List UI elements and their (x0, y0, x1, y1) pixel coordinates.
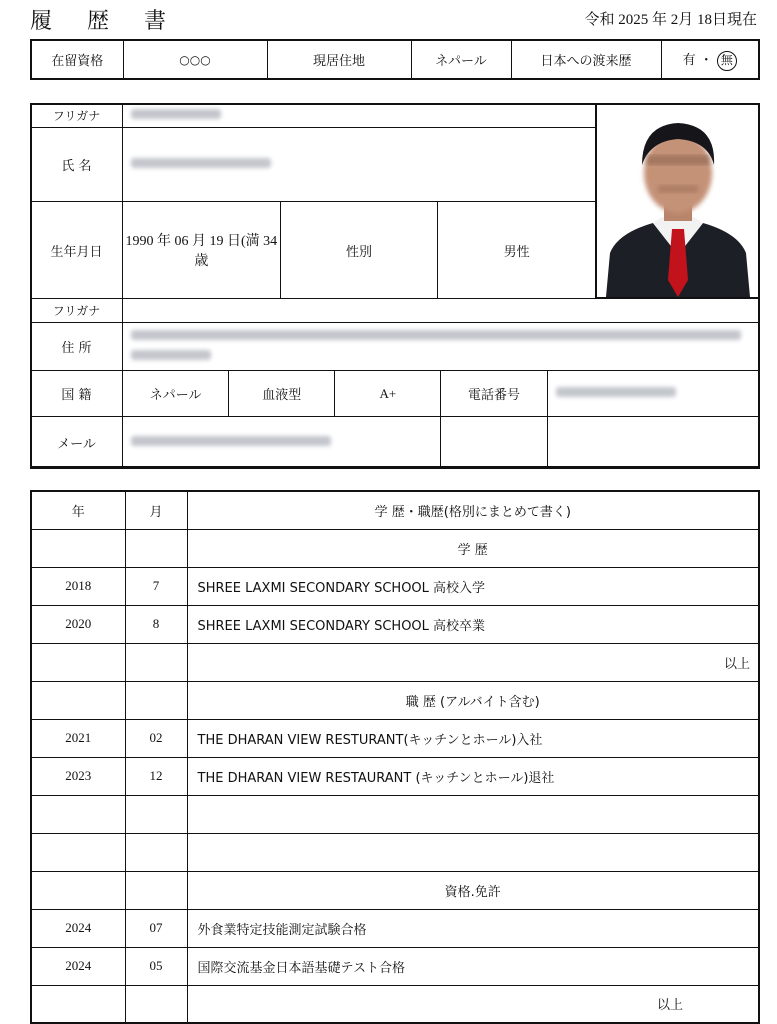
license-end-mark: 以上 (187, 985, 759, 1023)
blood-value: A+ (335, 371, 441, 417)
furigana2-label: フリガナ (31, 299, 123, 323)
status-value: ○○○ (123, 40, 267, 79)
table-row (31, 567, 759, 605)
email-value (123, 417, 441, 469)
nationality-label: 国 籍 (31, 371, 123, 417)
personal-upper-table (30, 103, 596, 299)
row-text: SHREE LAXMI SECONDARY SCHOOL 高校入学 (187, 567, 759, 605)
row-text: SHREE LAXMI SECONDARY SCHOOL 高校卒業 (187, 605, 759, 643)
phone-label: 電話番号 (441, 371, 547, 417)
empty-cell (125, 643, 187, 681)
row-year: 2021 (31, 719, 125, 757)
row-month: 07 (125, 909, 187, 947)
residence-value: ネパール (411, 40, 511, 79)
table-row (31, 719, 759, 757)
residence-label: 現居住地 (267, 40, 411, 79)
status-table (30, 39, 760, 80)
col-year-header: 年 (31, 491, 125, 529)
table-row (31, 947, 759, 985)
visit-label: 日本への渡来歴 (511, 40, 661, 79)
visit-yes: 有 (682, 52, 696, 68)
portrait-photo (598, 105, 758, 297)
empty-cell (125, 529, 187, 567)
empty-cell (31, 871, 125, 909)
email-empty-cell (547, 417, 759, 469)
empty-cell (125, 795, 187, 833)
empty-cell (31, 795, 125, 833)
name-label: 氏 名 (31, 128, 123, 202)
empty-cell (125, 985, 187, 1023)
row-month: 8 (125, 605, 187, 643)
gender-value: 男性 (438, 202, 596, 299)
empty-cell (125, 833, 187, 871)
photo-cell (596, 103, 760, 298)
license-section-header: 資格.免許 (187, 871, 759, 909)
row-month: 05 (125, 947, 187, 985)
furigana2-value (123, 299, 760, 323)
col-month-header: 月 (125, 491, 187, 529)
personal-lower-table (30, 298, 760, 469)
blood-label: 血液型 (229, 371, 335, 417)
row-text: 外食業特定技能測定試験合格 (187, 909, 759, 947)
row-year: 2023 (31, 757, 125, 795)
table-row (31, 605, 759, 643)
row-year: 2018 (31, 567, 125, 605)
empty-cell (31, 985, 125, 1023)
address-label: 住 所 (31, 323, 123, 371)
empty-cell (31, 529, 125, 567)
row-month: 7 (125, 567, 187, 605)
empty-cell (187, 833, 759, 871)
row-year: 2024 (31, 947, 125, 985)
row-text: 国際交流基金日本語基礎テスト合格 (187, 947, 759, 985)
visit-value (661, 40, 759, 79)
education-end-mark: 以上 (187, 643, 759, 681)
address-value (123, 323, 760, 371)
visit-separator: ・ (699, 52, 713, 68)
email-label: メール (31, 417, 123, 469)
row-month: 02 (125, 719, 187, 757)
document-date: 令和 2025 年 2月 18日現在 (584, 12, 757, 28)
row-year: 2020 (31, 605, 125, 643)
row-text: THE DHARAN VIEW RESTURANT(キッチンとホール)入社 (187, 719, 759, 757)
empty-cell (31, 833, 125, 871)
row-year: 2024 (31, 909, 125, 947)
row-text: THE DHARAN VIEW RESTAURANT (キッチンとホール)退社 (187, 757, 759, 795)
row-month: 12 (125, 757, 187, 795)
empty-cell (125, 681, 187, 719)
gender-label: 性別 (280, 202, 438, 299)
empty-cell (125, 871, 187, 909)
page-title: 履 歴 書 (30, 9, 180, 34)
empty-cell (31, 681, 125, 719)
education-section-header: 学 歴 (187, 529, 759, 567)
name-value (123, 128, 596, 202)
history-table (30, 490, 760, 1024)
email-extra-cell (441, 417, 547, 469)
status-label: 在留資格 (31, 40, 123, 79)
phone-value (547, 371, 759, 417)
portrait-image-icon (598, 105, 758, 297)
birth-label: 生年月日 (31, 202, 123, 299)
table-row (31, 757, 759, 795)
col-desc-header: 学 歴・職歴(格別にまとめて書く) (187, 491, 759, 529)
table-row (31, 909, 759, 947)
empty-cell (31, 643, 125, 681)
work-section-header: 職 歴 (アルバイト含む) (187, 681, 759, 719)
furigana-label: フリガナ (31, 104, 123, 128)
birth-value: 1990 年 06 月 19 日(満 34 歳 (123, 202, 281, 299)
nationality-value: ネパール (123, 371, 229, 417)
visit-no-circled: 無 (717, 51, 737, 71)
furigana-value (123, 104, 596, 128)
empty-cell (187, 795, 759, 833)
